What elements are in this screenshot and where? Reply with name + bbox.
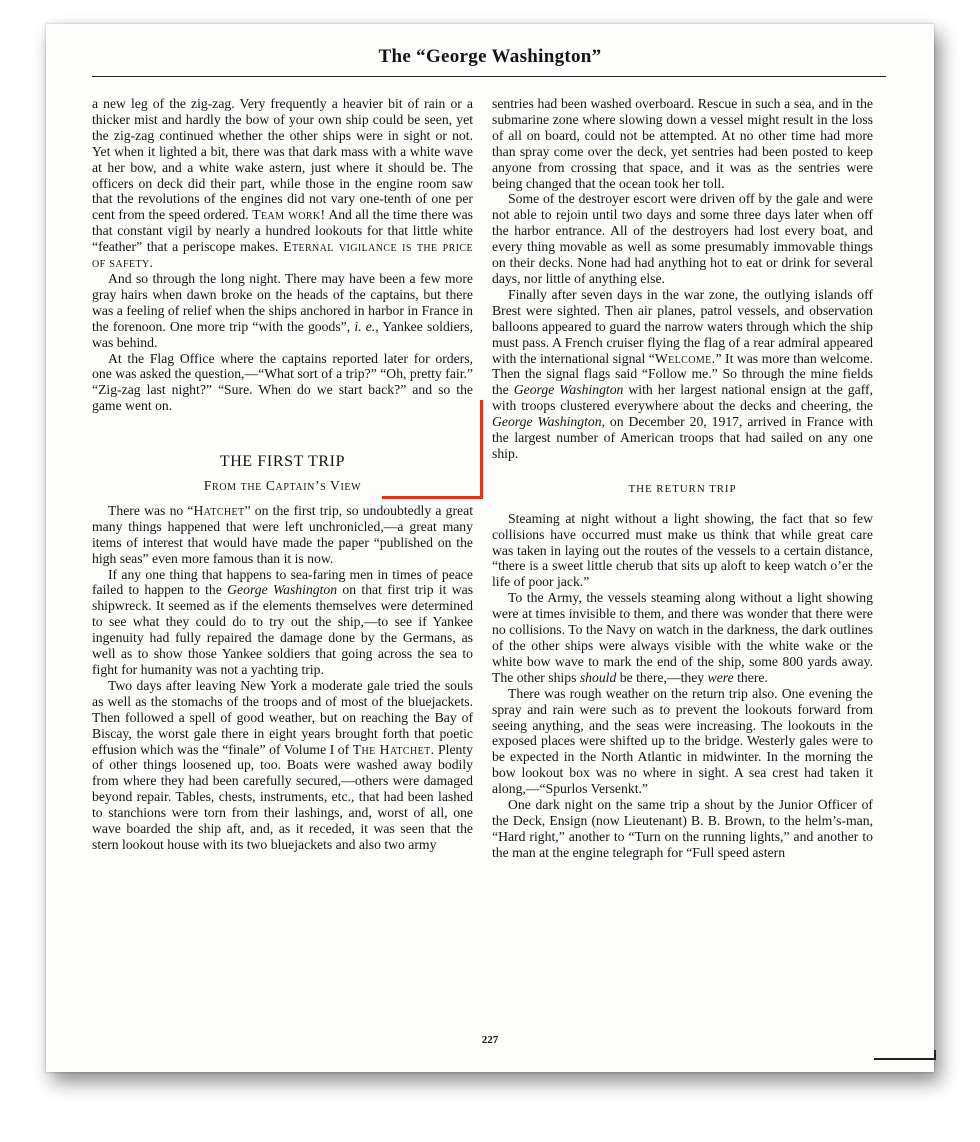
italic-text: George Washington (513, 382, 624, 398)
paragraph (492, 590, 873, 685)
text-run: Yankee soldiers, was behind. (92, 318, 473, 350)
paragraph: sentries had been washed overboard. Rescue in such a sea, and in the submarine zone where slowing down a vessel might result in the loss of all on board, could not be attempted. At no other time had more than spray come over the deck, yet sentries had been posted to keep anyone from crossing that space, and it was as the sentries were being changed that the ocean took her toll. (492, 96, 873, 191)
left-column (92, 96, 473, 853)
section-subheading: THE RETURN TRIP (628, 482, 737, 495)
text-run: There was no “ (108, 502, 194, 518)
text-run: Two days after leaving New York a moderate gale tried the souls as well as the stomachs of the troops and of most of the bluejackets. Then followed a spell of good weather, but on reaching the Bay of Biscay, the worst gale there in eight years brought forth that poetic effusion which was the “finale” of Volume I of (92, 677, 473, 757)
text-run: a new leg of the zig-zag. Very frequently a heavier bit of rain or a thicker mist and hardly the bow of your own ship could be seen, yet the zig-zag continued whether the other ships were in sight or not. Yet when it lighted a bit, there was that dark mass with a white wave at her bow, and a white wake astern, just where it should be. The officers on deck did their part, while those in the engine room saw that the revolutions of the engines did not vary one-tenth of one per cent from the speed ordered. (92, 96, 473, 223)
paragraph (492, 287, 873, 462)
text-run: be there,—they (619, 669, 705, 685)
small-caps-text: Eternal vigilance is the price of safety. (92, 239, 474, 271)
text-run: there. (737, 669, 768, 685)
text-run: on that first trip it was shipwreck. It seemed as if the elements themselves were determined to see what they could do to try out the ship,—to see if Yankee ingenuity had fully repaired the damage done by the Germans, as well as to show those Yankee soldiers that going across the sea to fight for humanity was not a yachting trip. (92, 582, 474, 677)
right-column (492, 96, 873, 861)
document-page (46, 24, 934, 1072)
red-annotation-mark (480, 400, 483, 499)
header-rule (92, 76, 886, 77)
small-caps-text: Team work! (252, 207, 326, 223)
italic-text: George Washington, (492, 414, 605, 430)
paragraph (92, 96, 473, 271)
text-run: Plenty of other things loosened up, too. Boats were washed away bodily from where they had been carefully secured,—others were damaged beyond repair. Tables, chests, instruments, etc., that had been lashed to stanchions were torn from their lashings, and, worst of all, one wave boarded the ship aft, and, as it receded, it was seen that the stern lookout house with its two bluejackets and also two army (92, 741, 474, 852)
text-run: And so through the long night. There may have been a few more gray hairs when dawn broke on the heads of the captains, but there was a feeling of relief when the ships anchored in harbor in France in the forenoon. One more trip “with the goods”, (92, 270, 473, 334)
paragraph (92, 503, 473, 567)
paragraph: Some of the destroyer escort were driven off by the gale and were not able to rejoin until two days and some three days later when off the harbor entrance. All of the destroyers had lost every boat, and every thing movable as well as some presumably immovable things on their decks. None had had anything hot to eat or drink for several days, nor little of anything else. (492, 191, 873, 286)
text-run: To the Army, the vessels steaming along without a light showing were at times invisible to them, and there was wonder that there were no collisions. To the Navy on watch in the darkness, the dark outlines of the other ships were always visible with the white wake or the white bow wave to mark the end of the ship, some 800 yards away. The other ships (492, 590, 873, 685)
paragraph: There was rough weather on the return trip also. One evening the spray and rain were such as to prevent the lookouts forward from seeing anything, and the seas were increasing. The lookouts in the exposed places were shifted up to the bridge. Westerly gales were to be expected in the North Atlantic in midwinter. In the morning the bow lookout box was no where in sight. A sea crest had taken it along,—“Spurlos Versenkt.” (492, 685, 873, 797)
text-run: If any one thing that happens to sea-faring men in times of peace failed to happen to the (92, 566, 473, 598)
paragraph: Steaming at night without a light showing, the fact that so few collisions have occurred must make us think that while great care was taken in laying out the routes of the vessels to a certain distance, “there is a sweet little cherub that sits up aloft to keep watch o’er the life of poor jack.” (492, 510, 873, 590)
corner-mark (874, 1050, 936, 1060)
page-title: The “George Washington” (378, 46, 602, 67)
italic-text: were (707, 669, 734, 685)
text-run: ” on the first trip, so undoubtedly a great many things happened that were left unchronicled,—a great many items of interest that would have made the paper “published on the high seas” even more famous than it is now. (92, 502, 473, 566)
text-run: ” It was more than welcome. Then the signal flags said “Follow me.” So through the mine fields the (492, 350, 873, 398)
italic-text: George Washington (227, 582, 338, 598)
text-run: And all the time there was that constant vigil by nearly a hundred lookouts for that little white “feather” that a periscope makes. (92, 207, 473, 255)
section-subheading: From the Captain’s View (203, 478, 362, 494)
text-run: Finally after seven days in the war zone, the outlying islands off Brest were sighted. Then air planes, patrol vessels, and observation balloons appeared to guard the narrow waters through which the ship must pass. A French cruiser flying the flag of a rear admiral appeared with the international signal “ (492, 286, 873, 366)
section-heading: THE FIRST TRIP (219, 453, 346, 471)
italic-text: should (579, 669, 617, 685)
small-caps-text: The Hatchet. (352, 741, 435, 757)
paragraph (92, 678, 473, 853)
paragraph (92, 567, 473, 678)
page-number: 227 (481, 1034, 499, 1046)
small-caps-text: Welcome. (654, 350, 716, 366)
text-run: with her largest national ensign at the gaff, with troops clustered everywhere about the decks and cheering, the (492, 382, 874, 414)
small-caps-text: Hatchet (193, 502, 245, 518)
red-annotation-mark (382, 496, 483, 499)
paragraph (92, 271, 473, 351)
italic-text: i. e., (354, 318, 379, 334)
text-run: on December 20, 1917, arrived in France with the largest number of American troops that had sailed on any one ship. (492, 414, 873, 461)
paragraph: One dark night on the same trip a shout by the Junior Officer of the Deck, Ensign (now Lieutenant) B. B. Brown, to the helm’s-man, “Hard right,” another to “Turn on the running lights,” and another to the man at the engine telegraph for “Full speed astern (492, 797, 873, 860)
paragraph: At the Flag Office where the captains reported later for orders, one was asked the question,—“What sort of a trip?” “Oh, pretty fair.” “Zig-zag last night?” “Sure. When do we start back?” and so the game went on. (92, 350, 473, 414)
